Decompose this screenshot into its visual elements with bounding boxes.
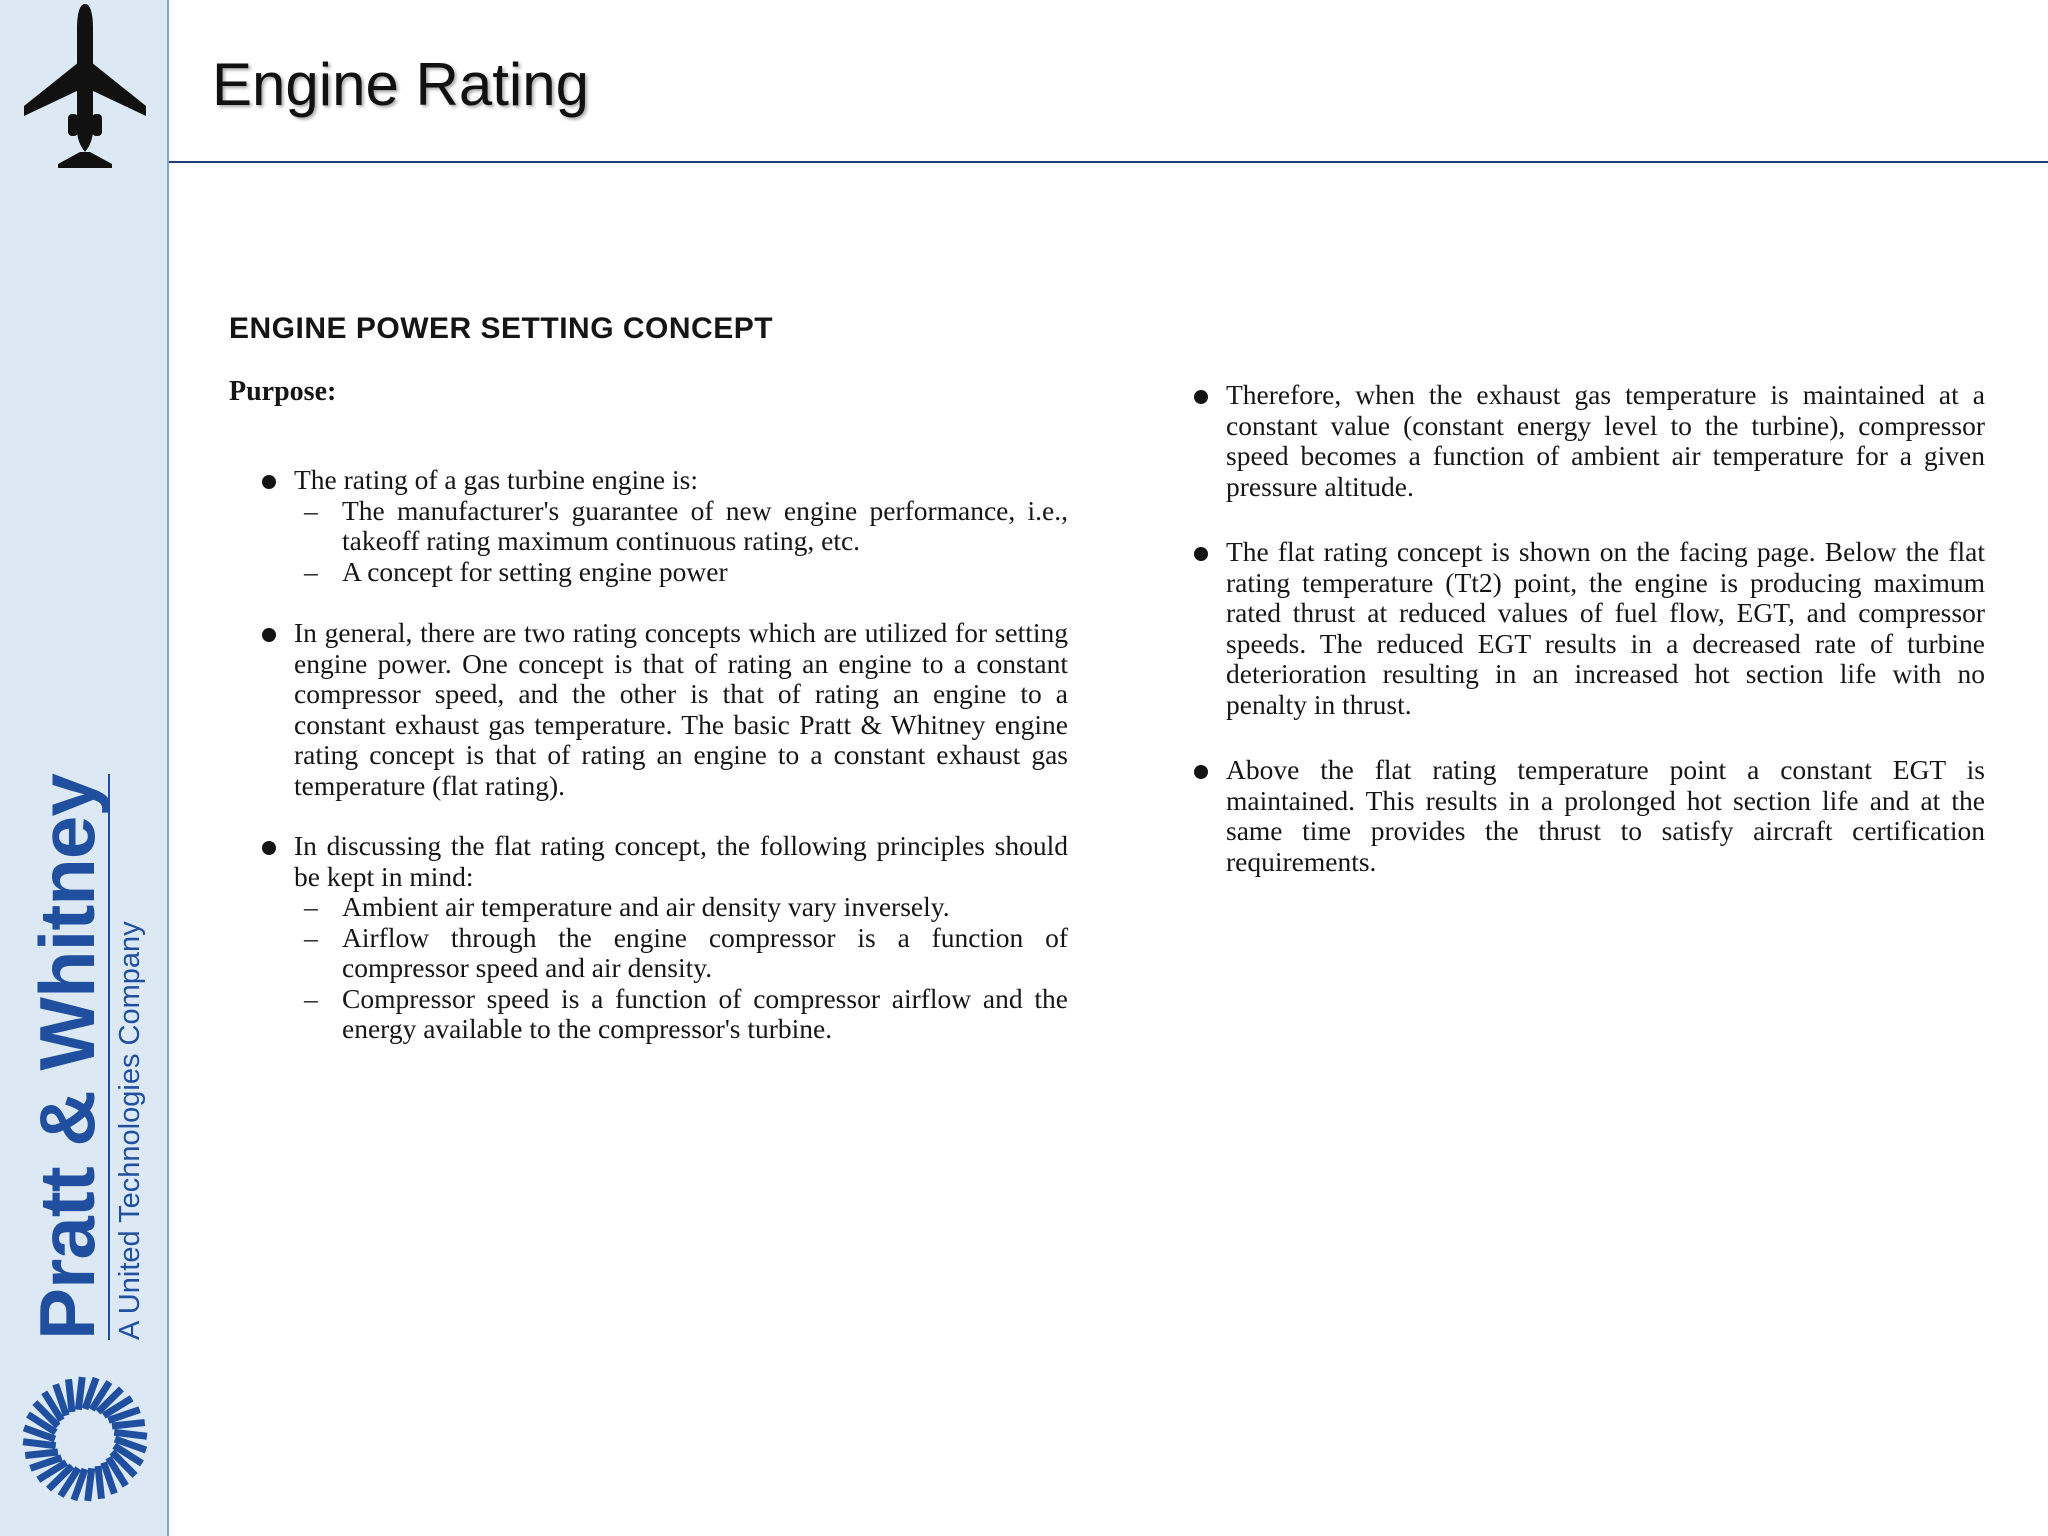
airplane-icon [20,2,150,170]
header-divider [169,161,2048,163]
logo-ray [114,1432,147,1436]
sub-item: – The manufacturer's guarantee of new engine performance, i.e., takeoff rating maximum continuous rating, etc. [304,494,1068,556]
bullet-text: In general, there are two rating concepts which are utilized for setting engine power. One concept is that of rating an engine to a constant compressor speed, and the other is that of rating an engine to a constant exhaust gas temperature. The basic Pratt & Whitney engine rating concept is that of rating an engine to a constant exhaust gas temperature (flat rating). [294,617,1068,801]
bullet-item [1188,380,1985,502]
sub-item-text: Compressor speed is a function of compressor airflow and the energy available to the compressor's turbine. [342,982,1068,1044]
logo-ray [112,1423,145,1426]
bullet-item [256,618,1068,801]
bullet-dot [1194,390,1208,404]
bullet-item [1188,755,1985,877]
bullet-text: The flat rating concept is shown on the facing page. Below the flat rating temperature (Tt2) point, the engine is producing maximum rated thrust at reduced values of fuel flow, EGT, and compressor speeds. The reduced EGT results in a decreased rate of turbine deterioration resulting in an increased hot section life with no penalty in thrust. [1226,536,1985,720]
bullet-text: Above the flat rating temperature point a constant EGT is maintained. This results in a prolonged hot section life and at the same time provides the thrust to satisfy aircraft certification requirements. [1226,754,1985,877]
sub-item-text: Ambient air temperature and air density vary inversely. [342,891,950,922]
sub-item: – Compressor speed is a function of compressor airflow and the energy available to the compressor's turbine. [304,982,1068,1044]
sub-item-text: A concept for setting engine power [342,555,728,587]
purpose-label: Purpose: [229,376,337,407]
sub-item: – Ambient air temperature and air density vary inversely. [304,891,950,922]
logo-ray [23,1442,56,1446]
right-column [1188,380,1985,877]
bullet-dot [1194,547,1208,561]
bullet-item [256,465,1068,587]
pratt-whitney-logo-icon [20,1374,150,1504]
bullet-text: In discussing the flat rating concept, the following principles should be kept in mind: [294,830,1068,892]
sub-item: – A concept for setting engine power [304,555,728,587]
document-heading: ENGINE POWER SETTING CONCEPT [229,312,774,345]
left-column [256,465,1068,1045]
page-title: Engine Rating [212,51,589,118]
logo-ray [69,1379,72,1412]
sub-item-text: The manufacturer's guarantee of new engine performance, i.e., takeoff rating maximum continuous rating, etc. [342,494,1068,556]
bullet-dot [1194,765,1208,779]
brand-name: Pratt & Whitney [23,774,111,1340]
bullet-dot [262,841,276,855]
sub-list [294,892,1068,1045]
bullet-dot [262,628,276,642]
brand-logotype [23,774,148,1340]
bullet-dot [262,475,276,489]
sub-list [294,496,1068,588]
logo-ray [25,1452,58,1455]
logo-ray [98,1466,101,1499]
bullet-item [1188,537,1985,720]
brand-tagline: A United Technologies Company [114,921,146,1340]
sub-item-text: Airflow through the engine compressor is a function of compressor speed and air density. [342,921,1068,983]
sub-item: – Airflow through the engine compressor is a function of compressor speed and air density. [304,921,1068,983]
bullet-item [256,831,1068,1045]
brand-sidebar [0,0,169,1536]
logo-ray [88,1468,92,1501]
bullet-text: Therefore, when the exhaust gas temperature is maintained at a constant value (constant energy level to the turbine), compressor speed becomes a function of ambient air temperature for a given pressure altitude. [1226,379,1985,502]
logo-ray [78,1377,82,1410]
bullet-text: The rating of a gas turbine engine is: [294,464,698,495]
